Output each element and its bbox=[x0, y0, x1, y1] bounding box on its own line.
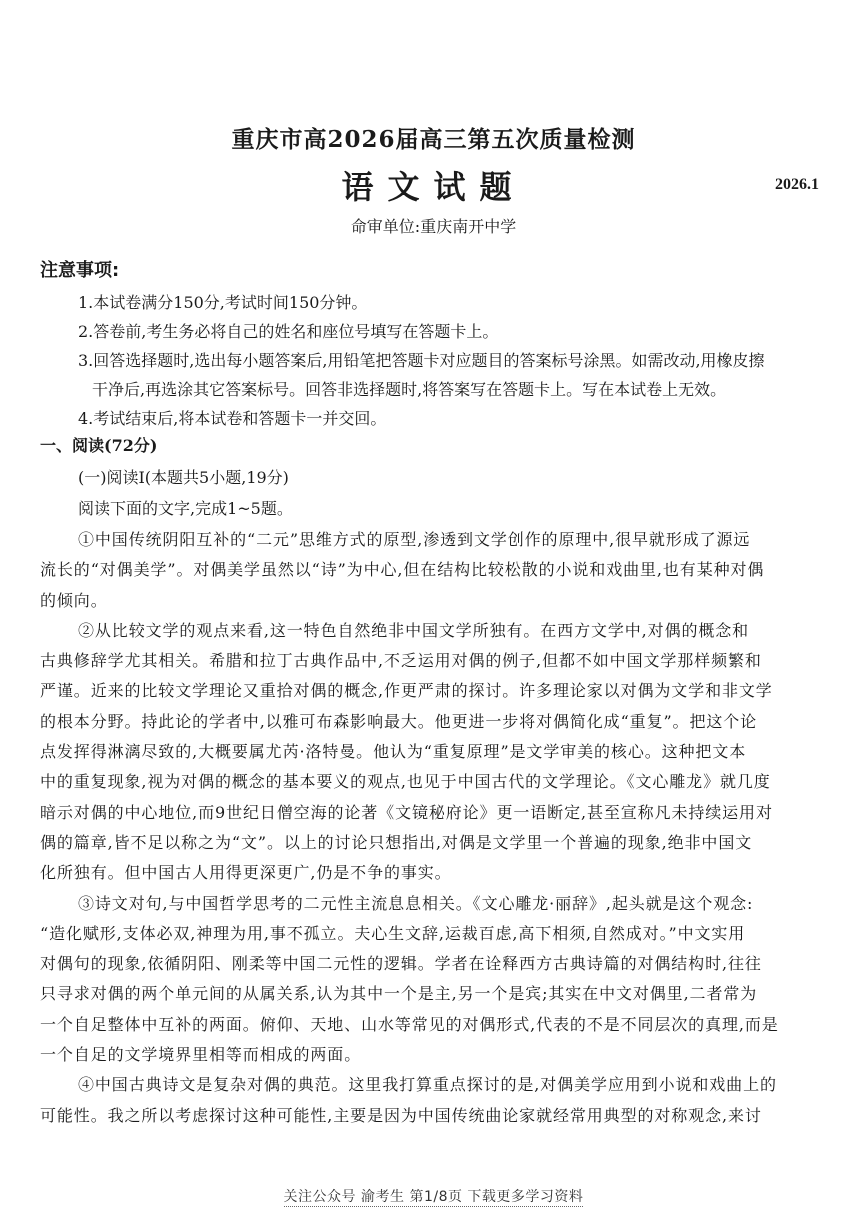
exam-title: 重庆市高2026届高三第五次质量检测 bbox=[231, 126, 636, 153]
notice-list bbox=[78, 288, 833, 433]
reading-passage bbox=[40, 525, 830, 1131]
passage-line: 暗示对偶的中心地位,而9世纪日僧空海的论著《文镜秘府论》更一语断定,甚至宣称凡未持续运用对 bbox=[40, 802, 773, 822]
passage-line: ③诗文对句,与中国哲学思考的二元性主流息息相关。《文心雕龙·丽辞》,起头就是这个观念: bbox=[78, 893, 754, 913]
notice-item: 3.回答选择题时,选出每小题答案后,用铅笔把答题卡对应题目的答案标号涂黑。如需改动,用橡皮擦 bbox=[78, 351, 765, 370]
notice-item: 4.考试结束后,将本试卷和答题卡一并交回。 bbox=[78, 409, 387, 428]
page-footer bbox=[0, 1186, 867, 1206]
reading-instruction: 阅读下面的文字,完成1~5题。 bbox=[78, 499, 293, 518]
passage-line: 一个自足整体中互补的两面。俯仰、天地、山水等常见的对偶形式,代表的不是不同层次的真理,而是 bbox=[40, 1014, 779, 1034]
passage-line: 可能性。我之所以考虑探讨这种可能性,主要是因为中国传统曲论家就经常用典型的对称观念,来讨 bbox=[40, 1105, 762, 1125]
passage-line: ②从比较文学的观点来看,这一特色自然绝非中国文学所独有。在西方文学中,对偶的概念和 bbox=[78, 620, 750, 640]
notice-item: 1.本试卷满分150分,考试时间150分钟。 bbox=[78, 293, 368, 312]
passage-line: 一个自足的文学境界里相等而相成的两面。 bbox=[40, 1045, 362, 1065]
passage-line: 点发挥得淋漓尽致的,大概要属尤芮·洛特曼。他认为“重复原理”是文学审美的核心。这种把文本 bbox=[40, 742, 747, 762]
passage-line: 的倾向。 bbox=[40, 590, 108, 610]
passage-line: 古典修辞学尤其相关。希腊和拉丁古典作品中,不乏运用对偶的例子,但都不如中国文学那样频繁和 bbox=[40, 651, 762, 671]
setting-unit: 命审单位:重庆南开中学 bbox=[350, 217, 517, 236]
passage-line: 对偶句的现象,依循阴阳、刚柔等中国二元性的逻辑。学者在诠释西方古典诗篇的对偶结构时,往往 bbox=[40, 954, 762, 974]
section-heading: 一、阅读(72分) bbox=[40, 436, 158, 455]
passage-line: 化所独有。但中国古人用得更深更广,仍是不争的事实。 bbox=[40, 863, 452, 883]
passage-line: 中的重复现象,视为对偶的概念的基本要义的观点,也见于中国古代的文学理论。《文心雕龙》就几度 bbox=[40, 772, 771, 792]
passage-line: 只寻求对偶的两个单元间的从属关系,认为其中一个是主,另一个是宾;其实在中文对偶里,二者常为 bbox=[40, 984, 758, 1004]
passage-line: 严谨。近来的比较文学理论又重拾对偶的概念,作更严肃的探讨。许多理论家以对偶为文学和非文学 bbox=[40, 681, 773, 701]
exam-date: 2026.1 bbox=[775, 176, 819, 193]
notice-item: 2.答卷前,考生务必将自己的姓名和座位号填写在答题卡上。 bbox=[78, 322, 499, 341]
passage-line: ④中国古典诗文是复杂对偶的典范。这里我打算重点探讨的是,对偶美学应用到小说和戏曲上的 bbox=[78, 1075, 777, 1095]
subject-title: 语文试题 bbox=[341, 168, 526, 206]
footer-text: 关注公众号 渝考生 第1/8页 下载更多学习资料 bbox=[283, 1189, 584, 1205]
notice-item-continuation: 干净后,再选涂其它答案标号。回答非选择题时,将答案写在答题卡上。写在本试卷上无效。 bbox=[92, 380, 727, 399]
passage-line: 的根本分野。持此论的学者中,以雅可布森影响最大。他更进一步将对偶简化成“重复”。把这个论 bbox=[40, 711, 758, 731]
part-heading: (一)阅读Ⅰ(本题共5小题,19分) bbox=[78, 468, 289, 487]
notice-heading: 注意事项: bbox=[40, 260, 120, 281]
passage-line: 流长的“对偶美学”。对偶美学虽然以“诗”为中心,但在结构比较松散的小说和戏曲里,也有某种对偶 bbox=[40, 560, 765, 580]
passage-line: 偶的篇章,皆不足以称之为“文”。以上的讨论只想指出,对偶是文学里一个普遍的现象,绝非中国文 bbox=[40, 832, 753, 852]
passage-line: ①中国传统阴阳互补的“二元”思维方式的原型,渗透到文学创作的原理中,很早就形成了源远 bbox=[78, 530, 751, 549]
passage-line: “造化赋形,支体必双,神理为用,事不孤立。夫心生文辞,运裁百虑,高下相须,自然成对。”中文实用 bbox=[40, 923, 746, 943]
